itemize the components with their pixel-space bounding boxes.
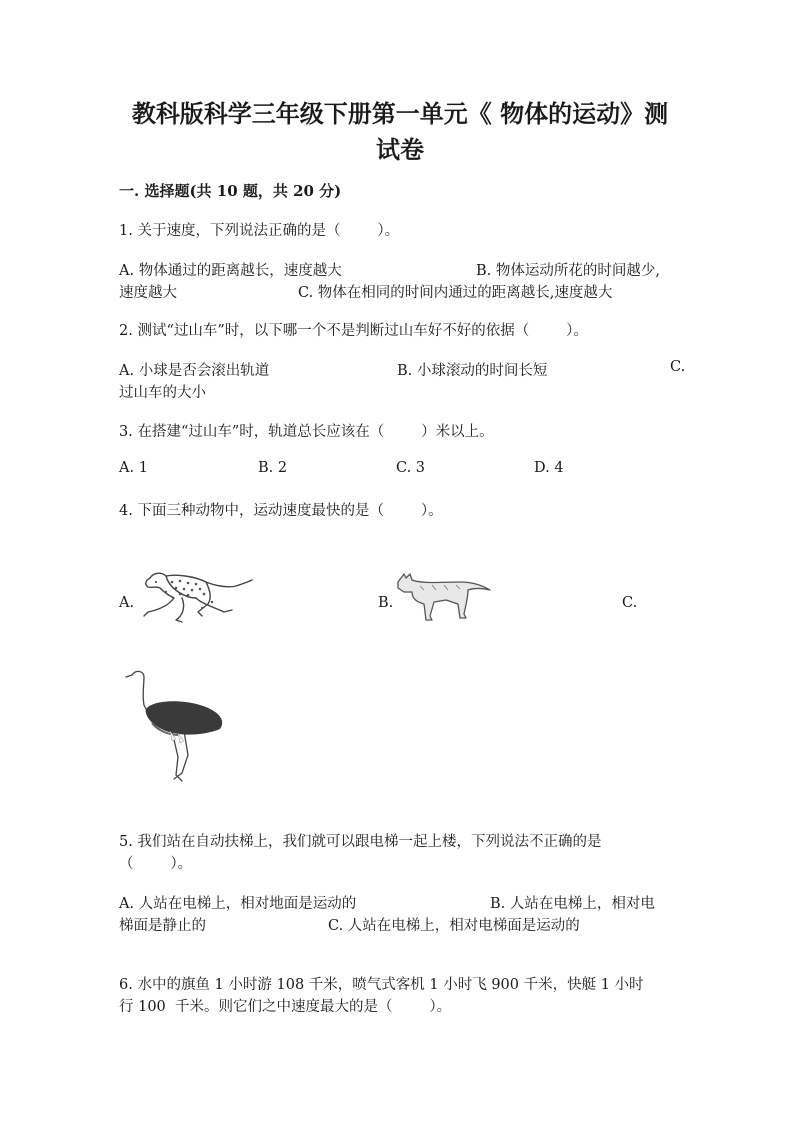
question-6-stem-cont: 行 100 千米。则它们之中速度最大的是（ ）。 xyxy=(119,999,452,1015)
question-2-option-b: B. 小球滚动的时间长短 xyxy=(397,363,548,379)
question-3-option-b: B. 2 xyxy=(258,460,288,476)
question-6-stem: 6. 水中的旗鱼 1 小时游 108 千米，喷气式客机 1 小时飞 900 千米，快艇 1 小时 xyxy=(119,977,644,993)
question-5-stem-cont: （ ）。 xyxy=(119,856,193,872)
question-4-option-c: C. xyxy=(622,595,638,611)
title-line-2: 试卷 xyxy=(376,135,424,164)
question-1-option-b: B. 物体运动所花的时间越少, xyxy=(476,263,660,279)
question-2-option-c: C. xyxy=(670,359,686,375)
question-1-option-a: A. 物体通过的距离越长，速度越大 xyxy=(119,263,342,279)
question-1-stem: 1. 关于速度，下列说法正确的是（ ）。 xyxy=(119,223,400,239)
question-4-option-a: A. xyxy=(119,595,135,611)
question-1-option-c: C. 物体在相同的时间内通过的距离越长,速度越大 xyxy=(298,285,613,301)
title-line-1: 教科版科学三年级下册第一单元《 物体的运动》测 xyxy=(131,99,669,128)
question-5-option-c: C. 人站在电梯上，相对电梯面是运动的 xyxy=(328,918,580,934)
question-5-option-b: B. 人站在电梯上，相对电 xyxy=(490,896,655,912)
section-heading: 一. 选择题(共 10 题，共 20 分) xyxy=(119,182,342,200)
ostrich-image xyxy=(122,665,232,787)
question-3-stem: 3. 在搭建“过山车”时，轨道总长应该在（ ）米以上。 xyxy=(119,424,494,440)
page-title xyxy=(100,96,700,168)
question-4-option-b: B. xyxy=(378,595,394,611)
question-3-option-a: A. 1 xyxy=(119,460,148,476)
question-3-option-c: C. 3 xyxy=(396,460,426,476)
question-2-option-a: A. 小球是否会滚出轨道 xyxy=(119,363,270,379)
question-2-option-c-cont: 过山车的大小 xyxy=(119,385,206,401)
wolf-image xyxy=(394,570,494,622)
question-5-option-a: A. 人站在电梯上，相对地面是运动的 xyxy=(119,896,357,912)
question-1-option-b-cont: 速度越大 xyxy=(119,285,177,301)
question-5-stem: 5. 我们站在自动扶梯上，我们就可以跟电梯一起上楼，下列说法不正确的是 xyxy=(119,834,602,850)
question-5-option-b-cont: 梯面是静止的 xyxy=(119,918,206,934)
cheetah-image xyxy=(136,568,256,626)
question-4-stem: 4. 下面三种动物中，运动速度最快的是（ ）。 xyxy=(119,503,443,519)
question-2-stem: 2. 测试“过山车”时，以下哪一个不是判断过山车好不好的依据（ ）。 xyxy=(119,323,588,339)
question-3-option-d: D. 4 xyxy=(534,460,564,476)
